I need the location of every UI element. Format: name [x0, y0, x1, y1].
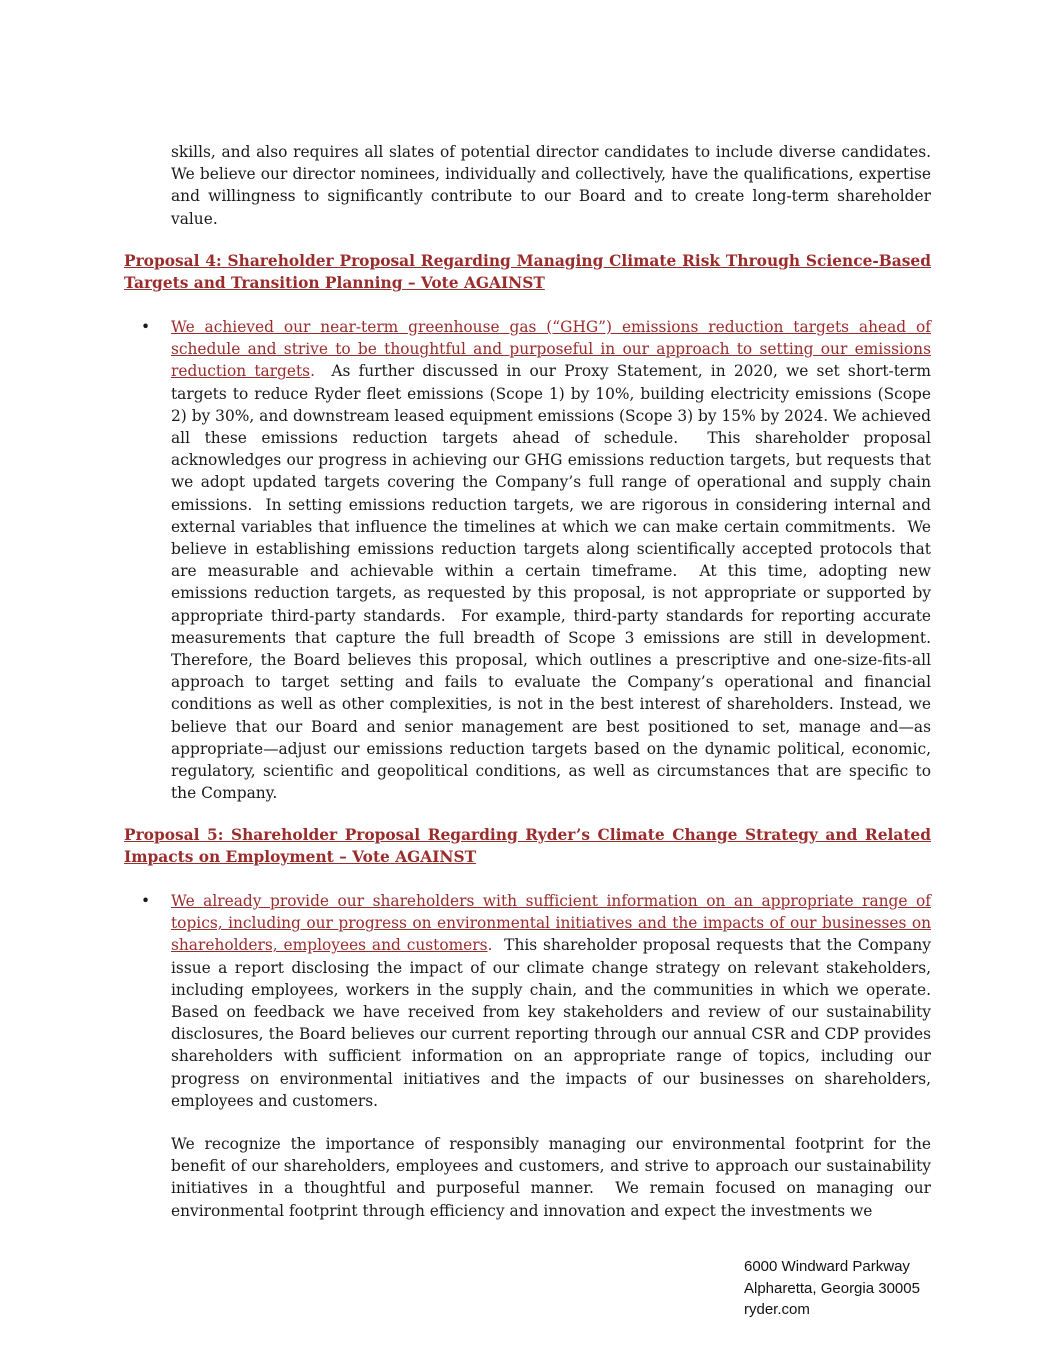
proposal-5-bullet-paragraph: [171, 890, 941, 1112]
address-line-1: 6000 Windward Parkway: [744, 1258, 910, 1275]
bullet-icon: •: [141, 318, 151, 336]
address-line-2: Alpharetta, Georgia 30005: [744, 1279, 920, 1297]
footer-address: [744, 1256, 920, 1321]
website-link[interactable]: ryder.com: [744, 1301, 810, 1318]
proposal-4-body: As further discussed in our Proxy Statement, in 2020, we set short-term targets to reduce Ryder fleet emissions (Scope 1) by 10%, building electricity emissions (Scope 2) by 30%, and downstream leased equipment emissions (Scope 3) by 15% by 2024. We achieved all these emissions reduction targets ahead of schedule. This shareholder proposal acknowledges our progress in achieving our GHG emissions reduction targets, but requests that we adopt updated targets covering the Company’s full range of operational and supply chain emissions. In setting emissions reduction targets, we are rigorous in considering internal and external variables that influence the timelines at which we can make certain commitments. We believe in establishing emissions reduction targets along scientifically accepted protocols that are measurable and achievable within a certain timeframe. At this time, adopting new emissions reduction targets, as requested by this proposal, is not appropriate or supported by appropriate third-party standards. For example, third-party standards for reporting accurate measurements that capture the full breadth of Scope 3 emissions are still in development. Therefore, the Board believes this proposal, which outlines a prescriptive and one-size-fits-all approach to target setting and fails to evaluate the Company’s operational and financial conditions as well as other complexities, is not in the best interest of shareholders. Instead, we believe that our Board and senior management are best positioned to set, manage and—as appropriate—adjust our emissions reduction targets based on the dynamic political, economic, regulatory, scientific and geopolitical conditions, as well as circumstances that are specific to the Company.: [171, 362, 941, 803]
proposal-5-lead-period: .: [487, 936, 493, 955]
proposal-5-lead-statement: We already provide our shareholders with sufficient information on an appropriate range of topics, including our progress on environmental initiatives and the impacts of our businesses on shareholders, employees and customers: [171, 892, 931, 955]
bullet-icon: •: [141, 892, 151, 910]
proposal-4-lead-statement: We achieved our near-term greenhouse gas (“GHG”) emissions reduction targets ahead of schedule and strive to be thoughtful and purposeful in our approach to setting our emissions reduction targets: [171, 318, 931, 381]
proposal-5-second-paragraph: We recognize the importance of responsibly managing our environmental footprint for the benefit of our shareholders, employees and customers, and strive to approach our sustainability initiatives in a thoughtful and purposeful manner. We remain focused on managing our environmental footprint through efficiency and innovation and expect the investments we: [171, 1135, 936, 1220]
proposal-4-bullet-paragraph: [171, 316, 941, 804]
intro-paragraph: skills, and also requires all slates of potential director candidates to include diverse candidates. We believe our director nominees, individually and collectively, have the qualifications, expertise and willingness to significantly contribute to our Board and to create long-term shareholder value.: [171, 143, 931, 228]
proposal-4-heading: Proposal 4: Shareholder Proposal Regarding Managing Climate Risk Through Science-Based Targets and Transition Planning – Vote AGAINST: [124, 252, 931, 293]
proposal-5-heading: Proposal 5: Shareholder Proposal Regarding Ryder’s Climate Change Strategy and Related Impacts on Employment – Vote AGAINST: [124, 826, 931, 867]
proposal-4-lead-period: .: [310, 362, 315, 381]
proposal-5-body: This shareholder proposal requests that the Company issue a report disclosing the impact of our climate change strategy on relevant stakeholders, including employees, workers in the supply chain, and the communities in which we operate. Based on feedback we have received from key stakeholders and review of our sustainability disclosures, the Board believes our current reporting through our annual CSR and CDP provides shareholders with sufficient information on an appropriate range of topics, including our progress on environmental initiatives and the impacts of our businesses on shareholders, employees and customers.: [171, 936, 941, 1110]
